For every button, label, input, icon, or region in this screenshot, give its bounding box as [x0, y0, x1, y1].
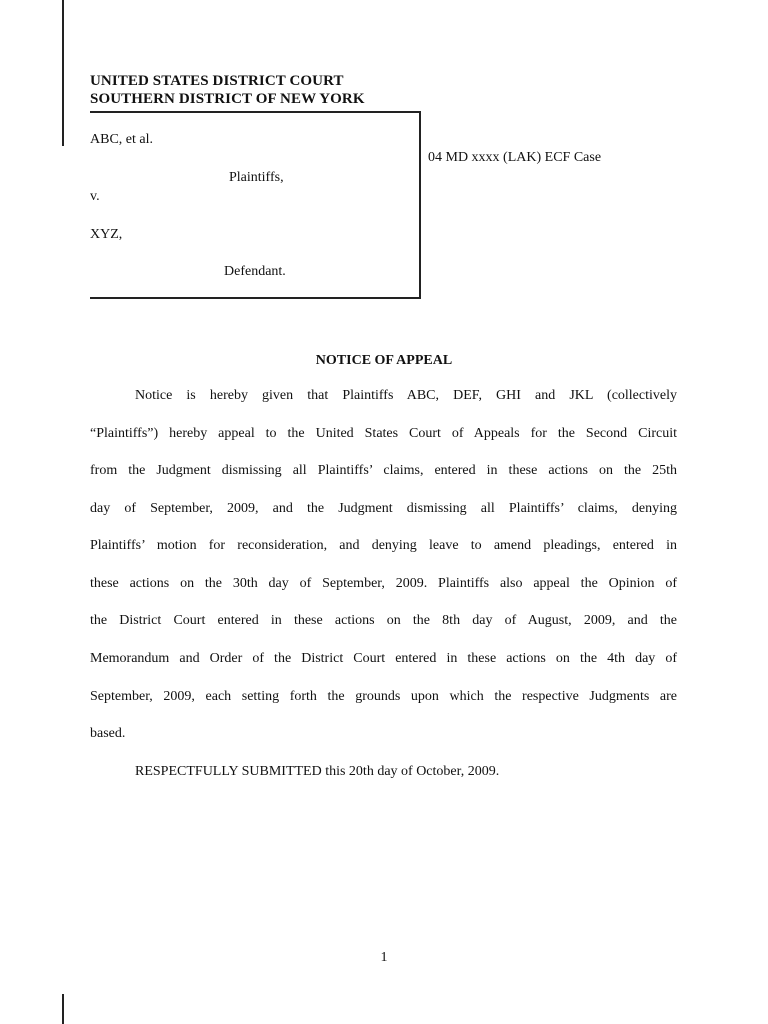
- court-district: SOUTHERN DISTRICT OF NEW YORK: [90, 91, 365, 107]
- body-line: these actions on the 30th day of September, 2009. Plaintiffs also appeal the Opinion of: [90, 576, 677, 591]
- case-number: 04 MD xxxx (LAK) ECF Case: [428, 150, 602, 165]
- defendant-name: XYZ,: [90, 227, 123, 242]
- body-line: Plaintiffs’ motion for reconsideration, and denying leave to amend pleadings, entered in: [90, 538, 677, 553]
- court-name: UNITED STATES DISTRICT COURT: [90, 73, 344, 89]
- body-line: September, 2009, each setting forth the grounds upon which the respective Judgments are: [90, 689, 677, 704]
- body-line: “Plaintiffs”) hereby appeal to the United States Court of Appeals for the Second Circuit: [90, 426, 677, 441]
- document-title: NOTICE OF APPEAL: [315, 353, 453, 368]
- court-header: [90, 72, 365, 108]
- closing-statement: RESPECTFULLY SUBMITTED this 20th day of October, 2009.: [135, 764, 500, 779]
- body-line: from the Judgment dismissing all Plaintiffs’ claims, entered in these actions on the 25th: [90, 463, 677, 478]
- margin-rule-bottom: [62, 994, 64, 1024]
- body-line: the District Court entered in these actions on the 8th day of August, 2009, and the: [90, 613, 677, 628]
- margin-rule-top: [62, 0, 64, 146]
- body-line: Notice is hereby given that Plaintiffs ABC, DEF, GHI and JKL (collectively: [135, 388, 677, 403]
- defendant-role: Defendant.: [224, 264, 286, 279]
- case-caption-box: [90, 111, 421, 299]
- body-line: Memorandum and Order of the District Court entered in these actions on the 4th day of: [90, 651, 677, 666]
- versus-label: v.: [90, 189, 100, 204]
- body-line: day of September, 2009, and the Judgment dismissing all Plaintiffs’ claims, denying: [90, 501, 677, 516]
- plaintiff-role: Plaintiffs,: [229, 170, 284, 185]
- plaintiff-name: ABC, et al.: [90, 132, 153, 147]
- page-number: 1: [380, 950, 388, 965]
- body-line-last: based.: [90, 726, 126, 741]
